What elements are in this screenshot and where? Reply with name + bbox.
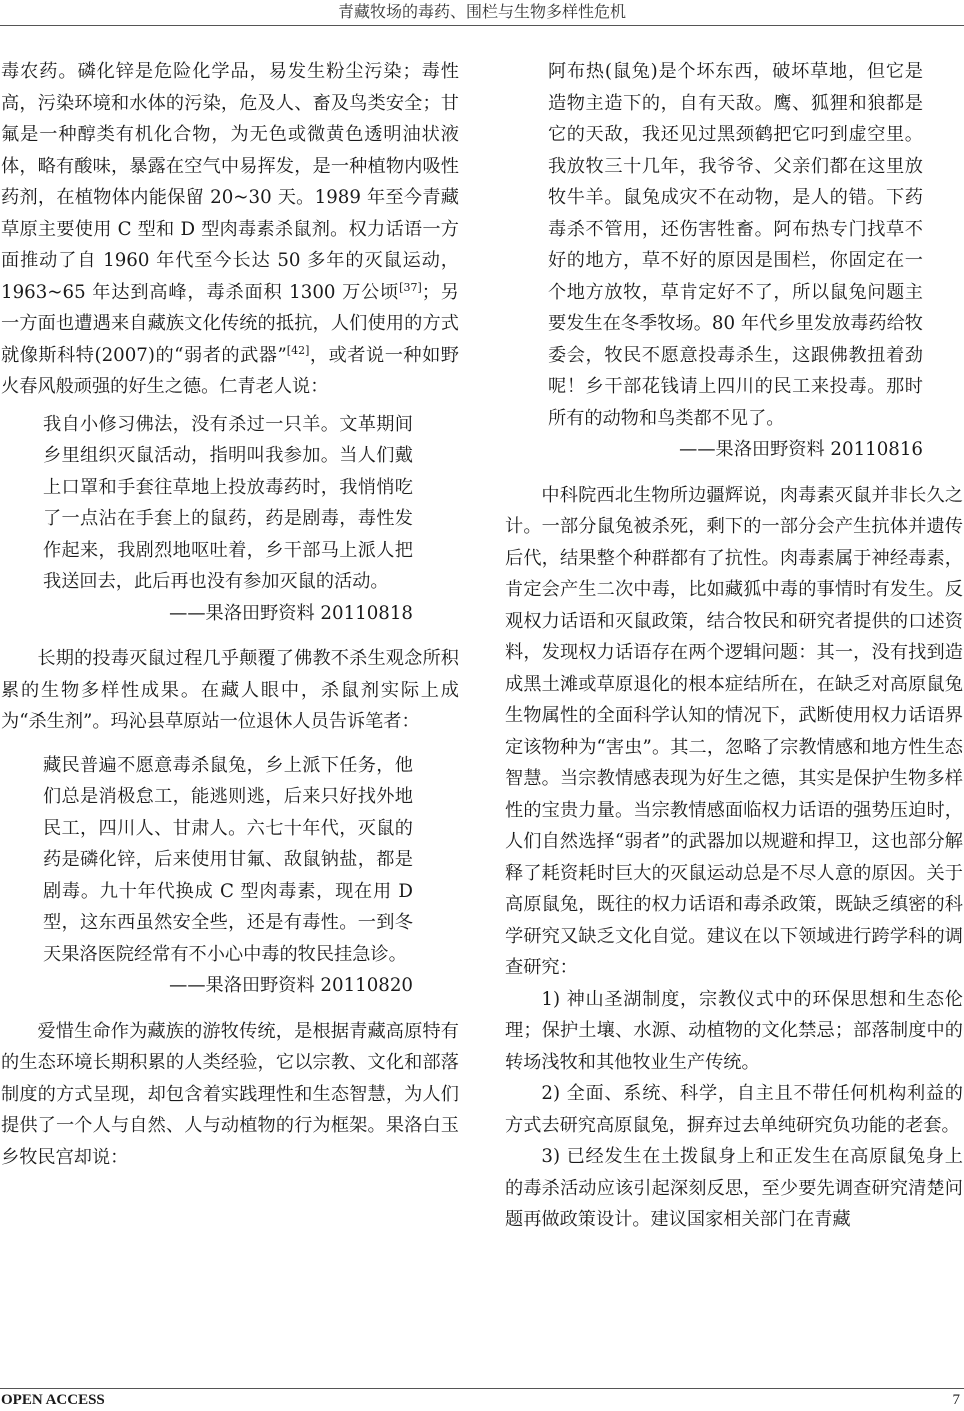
block-quote-gongque	[505, 56, 963, 434]
paragraph-pesticides-text-a: 毒农药。磷化锌是危险化学品，易发生粉尘污染；毒性高，污染环境和水体的污染，危及人、畜及鸟类安全；甘氟是一种醇类有机化合物，为无色或微黄色透明油状液体，略有酸味，暴露在空气中易挥发，是一种植物内吸性药剂，在植物体内能保留 20~30 天。1989 年至今青藏草原主要使用 C 型和 D 型肉毒素杀鼠剂。权力话语一方面推动了自 1960 年代至今长达 50 多年的灭鼠运动，1963~65 年达到高峰，毒杀面积 1300 万公顷	[1, 61, 459, 303]
list-item-1: 1) 神山圣湖制度，宗教仪式中的环保思想和生态伦理；保护土壤、水源、动植物的文化禁忌；部落制度中的转场浅牧和其他牧业生产传统。	[505, 988, 963, 1073]
footer-rule	[0, 1388, 964, 1389]
list-item-3: 3) 已经发生在土拨鼠身上和正发生在高原鼠兔身上的毒杀活动应该引起深刻反思，至少要先调查研究清楚问题再做政策设计。建议国家相关部门在青藏	[505, 1146, 963, 1230]
page-number: 7	[952, 1392, 960, 1408]
block-quote-renqing	[1, 409, 459, 598]
list-item-2: 2) 全面、系统、科学，自主且不带任何机构利益的方式去研究高原鼠兔，摒弃过去单纯研究负功能的老套。	[505, 1083, 963, 1136]
citation-42: [42]	[286, 343, 310, 357]
paragraph-pesticides-text-c: ，或者说一种如野火春风般顽强的好生之德。仁青老人说：	[1, 344, 459, 397]
quote-source: ——果洛田野资料 20110816	[679, 439, 923, 460]
quote-text: 藏民普遍不愿意毒杀鼠兔，乡上派下任务，他们总是消极怠工，能逃则逃，后来只好找外地民工，四川人、甘肃人。六七十年代，灭鼠的药是磷化锌，后来使用甘氟、敌鼠钠盐，都是剧毒。九十年代换成 C 型肉毒素，现在用 D 型，这东西虽然安全些，还是有毒性。一到冬天果洛医院经常有不小心中毒的牧民挂急诊。	[43, 754, 413, 965]
paragraph-poisoning-impact: 长期的投毒灭鼠过程几乎颠覆了佛教不杀生观念所积累的生物多样性成果。在藏人眼中，杀鼠剂实际上成为“杀生剂”。玛沁县草原站一位退休人员告诉笔者：	[1, 648, 459, 732]
paragraph-pesticides	[1, 56, 459, 403]
journal-label: OPEN ACCESS	[1, 1392, 105, 1408]
right-column	[505, 56, 963, 1236]
quote-text: 我自小修习佛法，没有杀过一只羊。文革期间乡里组织灭鼠活动，指明叫我参加。当人们戴上口罩和手套往草地上投放毒药时，我悄悄吃了一点沾在手套上的鼠药，药是剧毒，毒性发作起来，我剧烈地呕吐着，乡干部马上派人把我送回去，此后再也没有参加灭鼠的活动。	[43, 413, 413, 592]
quote-source: ——果洛田野资料 20110820	[169, 975, 413, 996]
paragraph-analysis: 中科院西北生物所边疆辉说，肉毒素灭鼠并非长久之计。一部分鼠兔被杀死，剩下的一部分会产生抗体并遗传后代，结果整个种群都有了抗性。肉毒素属于神经毒素，肯定会产生二次中毒，比如藏狐中毒的事情时有发生。反观权力话语和灭鼠政策，结合牧民和研究者提供的口述资料，发现权力话语存在两个逻辑问题：其一，没有找到造成黑土滩或草原退化的根本症结所在，在缺乏对高原鼠兔生物属性的全面科学认知的情况下，武断使用权力话语界定该物种为“害虫”。其二，忽略了宗教情感和地方性生态智慧。当宗教情感表现为好生之德，其实是保护生物多样性的宝贵力量。当宗教情感面临权力话语的强势压迫时，人们自然选择“弱者”的武器加以规避和捍卫，这也部分解释了耗资耗时巨大的灭鼠运动总是不尽人意的原因。关于高原鼠兔，既往的权力话语和毒杀政策，既缺乏缜密的科学研究又缺乏文化自觉。建议在以下领域进行跨学科的调查研究：	[505, 484, 963, 978]
block-quote-retired-staff	[1, 750, 459, 971]
header-rule	[0, 25, 964, 26]
citation-37: [37]	[399, 280, 422, 294]
quote-text: 阿布热(鼠兔)是个坏东西，破坏草地，但它是造物主造下的，自有天敌。鹰、狐狸和狼都是它的天敌，我还见过黑颈鹤把它叼到虚空里。我放牧三十几年，我爷爷、父亲们都在这里放牧牛羊。鼠兔成灾不在动物，是人的错。下药毒杀不管用，还伤害牲畜。阿布热专门找草不好的地方，草不好的原因是围栏，你固定在一个地方放牧，草肯定好不了，所以鼠兔问题主要发生在冬季牧场。80 年代乡里发放毒药给牧委会，牧民不愿意投毒杀生，这跟佛教扭着劲呢！乡干部花钱请上四川的民工来投毒。那时所有的动物和鸟类都不见了。	[548, 61, 923, 429]
paragraph-pesticides-text-b: ；另一方面也遭遇来自藏族文化传统的抵抗，人们使用的方式就像斯科特(2007)的“弱者的武器”	[1, 281, 459, 366]
paragraph-nomadic-tradition: 爱惜生命作为藏族的游牧传统，是根据青藏高原特有的生态环境长期积累的人类经验，它以宗教、文化和部落制度的方式呈现，却包含着实践理性和生态智慧，为人们提供了一个人与自然、人与动植物的行为框架。果洛白玉乡牧民宫却说：	[1, 1020, 459, 1168]
running-header: 青藏牧场的毒药、围栏与生物多样性危机	[337, 2, 626, 21]
left-column	[1, 56, 459, 1173]
quote-source: ——果洛田野资料 20110818	[169, 602, 413, 624]
